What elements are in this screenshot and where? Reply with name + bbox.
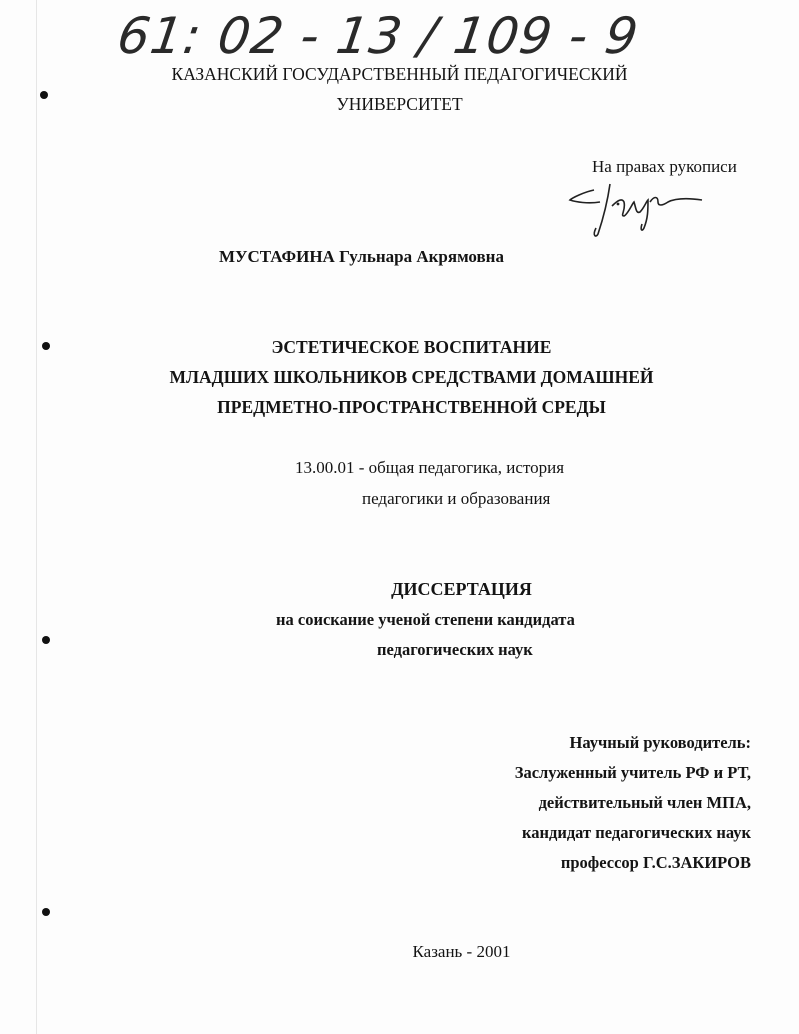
binding-hole-dot [42, 636, 50, 644]
manuscript-rights: На правах рукописи [592, 157, 737, 176]
specialty-line2: педагогики и образования [362, 489, 551, 508]
dissertation-title-line3: ПРЕДМЕТНО-ПРОСТРАНСТВЕННОЙ СРЕДЫ [217, 397, 606, 417]
university-name-line1: КАЗАНСКИЙ ГОСУДАРСТВЕННЫЙ ПЕДАГОГИЧЕСКИЙ [171, 64, 628, 84]
city-year: Казань - 2001 [412, 942, 511, 961]
university-name-line2: УНИВЕРСИТЕТ [336, 94, 463, 114]
supervisor-name: профессор Г.С.ЗАКИРОВ [560, 853, 751, 872]
work-type-line2: педагогических наук [377, 640, 533, 659]
binding-hole-dot [42, 908, 50, 916]
supervisor-title-line3: кандидат педагогических наук [521, 823, 751, 842]
author-name: МУСТАФИНА Гульнара Акрямовна [219, 247, 504, 266]
signature-icon [566, 176, 706, 240]
work-type-heading: ДИССЕРТАЦИЯ [391, 579, 532, 599]
specialty-line1: 13.00.01 - общая педагогика, история [295, 458, 565, 477]
work-type-line1: на соискание ученой степени кандидата [276, 610, 575, 629]
dissertation-title-line2: МЛАДШИХ ШКОЛЬНИКОВ СРЕДСТВАМИ ДОМАШНЕЙ [169, 367, 654, 387]
archive-code-handwritten: 61: 02 - 13 / 109 - 9 [113, 7, 643, 65]
supervisor-label: Научный руководитель: [569, 733, 751, 752]
scan-margin-line [36, 0, 37, 1034]
supervisor-title-line1: Заслуженный учитель РФ и РТ, [514, 763, 751, 782]
supervisor-title-line2: действительный член МПА, [538, 793, 751, 812]
dissertation-title-line1: ЭСТЕТИЧЕСКОЕ ВОСПИТАНИЕ [271, 337, 552, 357]
